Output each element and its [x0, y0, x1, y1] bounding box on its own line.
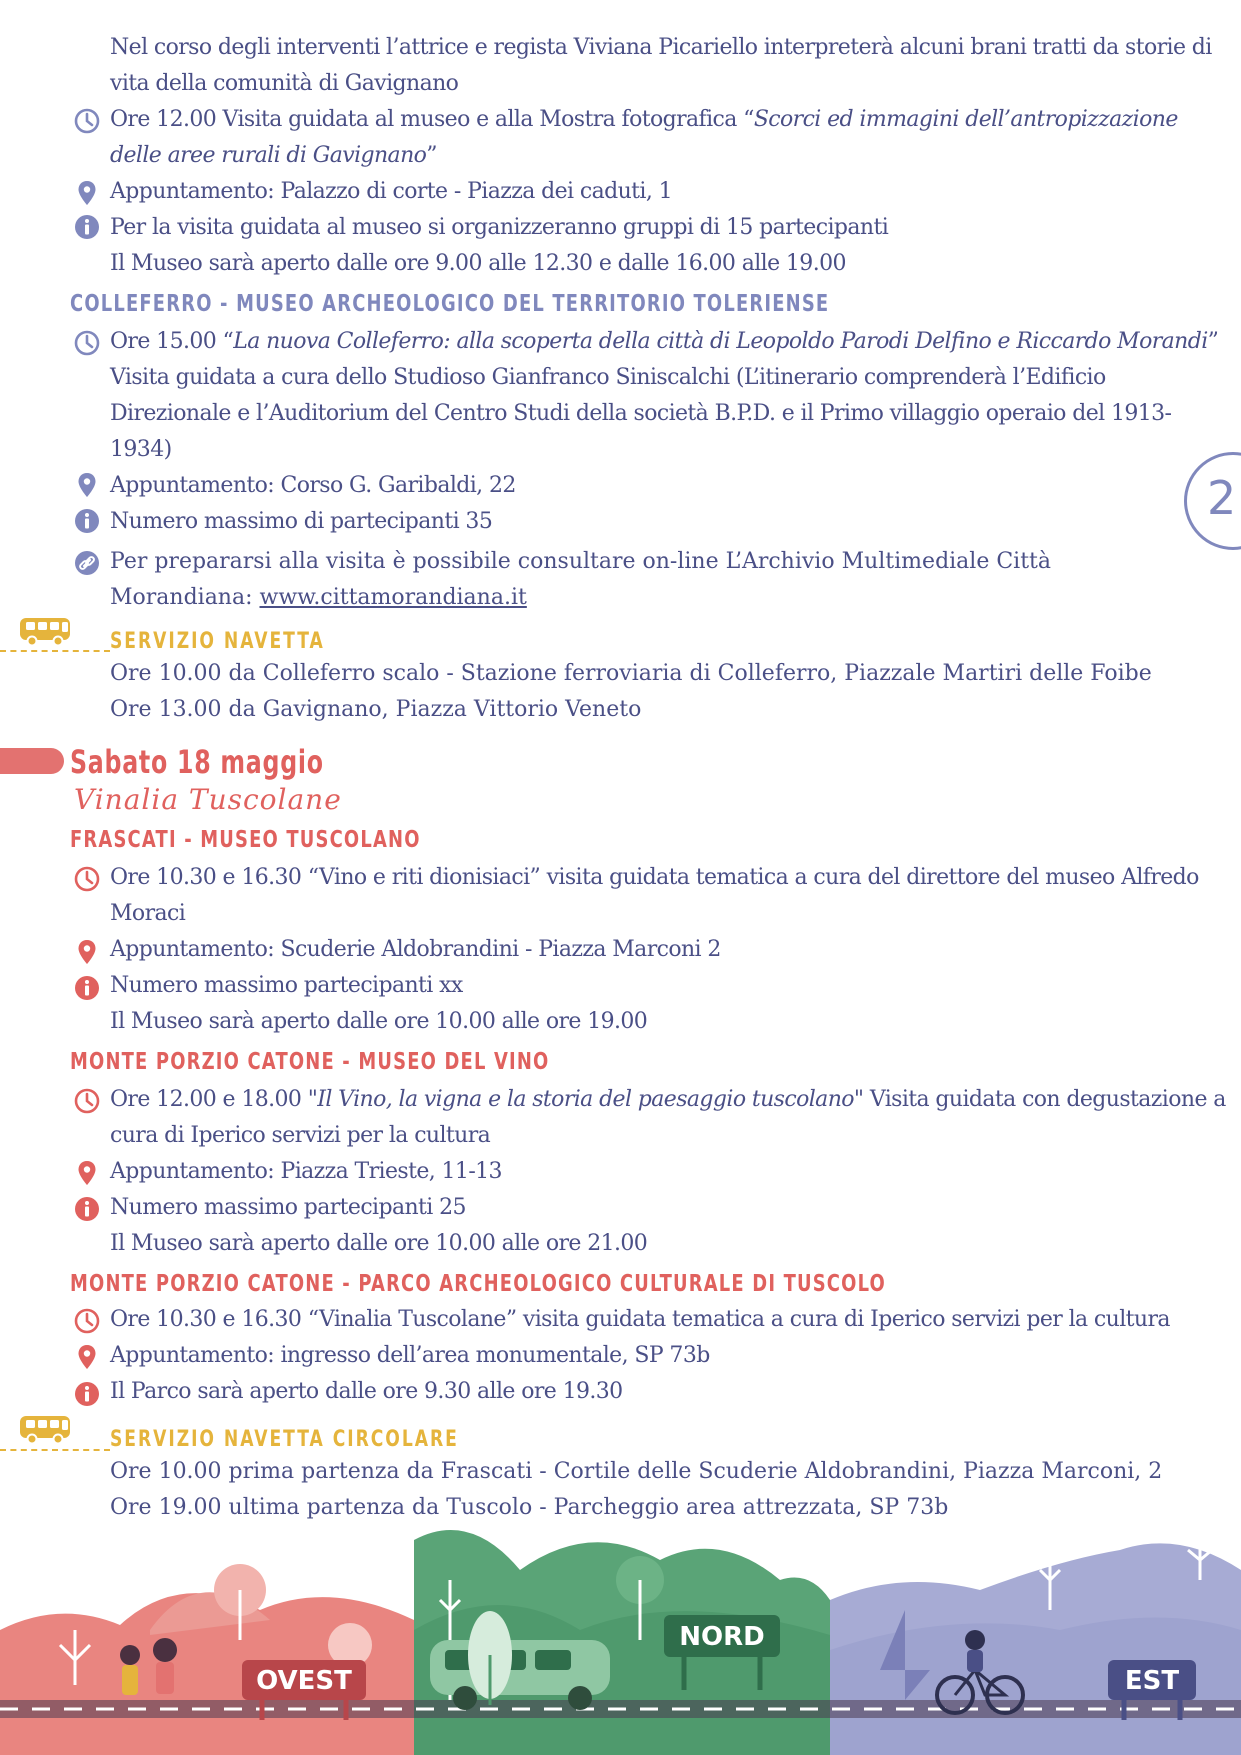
- tuscolo-line-1: Ore 10.30 e 16.30 “Vinalia Tuscolane” visita guidata tematica a cura di Iperico servizi per la cultura: [110, 1307, 1170, 1332]
- intro-line-1: Nel corso degli interventi l’attrice e regista Viviana Picariello interpreterà alcuni brani tratti da storie di: [110, 35, 1212, 60]
- page-number: 2: [1207, 471, 1237, 525]
- sign-east: EST: [1124, 1666, 1180, 1696]
- info-icon: [72, 1194, 102, 1224]
- vino-max: Numero massimo partecipanti 25: [110, 1195, 466, 1220]
- sign-west: OVEST: [256, 1666, 352, 1696]
- pin-icon: [72, 470, 102, 500]
- pin-icon: [72, 178, 102, 208]
- colleferro-line-1-post: ”: [1207, 329, 1219, 354]
- gavignano-exhibit-title-cont: delle aree rurali di Gavignano: [110, 143, 427, 168]
- colleferro-line-2: Visita guidata a cura dello Studioso Gianfranco Siniscalchi (L’itinerario comprenderà l’Edificio: [110, 365, 1106, 390]
- gavignano-exhibit-close: ”: [426, 143, 437, 168]
- bus-icon: [18, 1412, 76, 1446]
- clock-icon: [72, 1086, 102, 1116]
- bus-icon: [18, 614, 76, 648]
- colleferro-line-1-pre: Ore 15.00 “: [110, 329, 234, 354]
- landscape-illustration: [0, 1510, 1241, 1755]
- gavignano-appointment: Appuntamento: Palazzo di corte - Piazza dei caduti, 1: [110, 179, 672, 204]
- vino-heading: MONTE PORZIO CATONE - MUSEO DEL VINO: [70, 1049, 550, 1075]
- colleferro-archive-pre: Morandiana:: [110, 585, 260, 610]
- day-title: Sabato 18 maggio: [70, 743, 324, 781]
- tuscolo-opening: Il Parco sarà aperto dalle ore 9.30 alle ore 19.30: [110, 1379, 623, 1404]
- colleferro-heading: COLLEFERRO - MUSEO ARCHEOLOGICO DEL TERRITORIO TOLERIENSE: [70, 291, 830, 317]
- frascati-appointment: Appuntamento: Scuderie Aldobrandini - Piazza Marconi 2: [110, 937, 721, 962]
- gavignano-opening: Il Museo sarà aperto dalle ore 9.00 alle 12.30 e dalle 16.00 alle 19.00: [110, 251, 846, 276]
- tuscolo-heading: MONTE PORZIO CATONE - PARCO ARCHEOLOGICO CULTURALE DI TUSCOLO: [70, 1271, 886, 1297]
- vino-line-1-post: " Visita guidata con degustazione a: [853, 1087, 1226, 1112]
- frascati-line-1: Ore 10.30 e 16.30 “Vino e riti dionisiaci” visita guidata tematica a cura del direttore del museo Alfredo: [110, 865, 1199, 890]
- shuttle-line-1: Ore 10.00 da Colleferro scalo - Stazione ferroviaria di Colleferro, Piazzale Martiri delle Foibe: [110, 661, 1152, 686]
- tuscolo-appointment: Appuntamento: ingresso dell’area monumentale, SP 73b: [110, 1343, 710, 1368]
- frascati-opening: Il Museo sarà aperto dalle ore 10.00 alle ore 19.00: [110, 1009, 648, 1034]
- clock-icon: [72, 864, 102, 894]
- info-icon: [72, 506, 102, 536]
- pin-icon: [72, 937, 102, 967]
- colleferro-tour-title: La nuova Colleferro: alla scoperta della città di Leopoldo Parodi Delfino e Riccardo Morandi: [233, 329, 1208, 354]
- intro-line-2: vita della comunità di Gavignano: [110, 71, 459, 96]
- frascati-heading: FRASCATI - MUSEO TUSCOLANO: [70, 827, 421, 853]
- gavignano-groups: Per la visita guidata al museo si organizzeranno gruppi di 15 partecipanti: [110, 215, 889, 240]
- pin-icon: [72, 1158, 102, 1188]
- colleferro-max: Numero massimo di partecipanti 35: [110, 509, 493, 534]
- colleferro-archive-line-1: Per prepararsi alla visita è possibile consultare on-line L’Archivio Multimediale Città: [110, 549, 1052, 574]
- clock-icon: [72, 106, 102, 136]
- pin-icon: [72, 1342, 102, 1372]
- link-icon: [72, 548, 102, 578]
- day-subtitle: Vinalia Tuscolane: [74, 783, 342, 816]
- gavignano-exhibit-title: Scorci ed immagini dell’antropizzazione: [753, 107, 1178, 132]
- vino-appointment: Appuntamento: Piazza Trieste, 11-13: [110, 1159, 502, 1184]
- vino-line-1-pre: Ore 12.00 e 18.00 ": [110, 1087, 318, 1112]
- colleferro-appointment: Appuntamento: Corso G. Garibaldi, 22: [110, 473, 516, 498]
- colleferro-line-3: Direzionale e l’Auditorium del Centro Studi della società B.P.D. e il Primo villaggio operaio del 1913-: [110, 401, 1172, 426]
- vino-tour-title: Il Vino, la vigna e la storia del paesaggio tuscolano: [317, 1087, 854, 1112]
- colleferro-line-4: 1934): [110, 437, 172, 462]
- shuttle-circular-heading: SERVIZIO NAVETTA CIRCOLARE: [110, 1427, 459, 1452]
- info-icon: [72, 973, 102, 1003]
- shuttle-circular-dashed-road: [0, 1449, 110, 1453]
- info-icon: [72, 212, 102, 242]
- shuttle-heading: SERVIZIO NAVETTA: [110, 629, 325, 654]
- day-marker-bar: [0, 748, 64, 774]
- shuttle-circular-line-1: Ore 10.00 prima partenza da Frascati - Cortile delle Scuderie Aldobrandini, Piazza Marconi, 2: [110, 1459, 1163, 1484]
- clock-icon: [72, 328, 102, 358]
- info-icon: [72, 1379, 102, 1409]
- clock-icon: [72, 1306, 102, 1336]
- gavignano-visit-line: [110, 102, 1210, 138]
- colleferro-archive-line-2: [110, 580, 1210, 616]
- shuttle-dashed-road: [0, 650, 110, 654]
- gavignano-visit-pre: Ore 12.00 Visita guidata al museo e alla Mostra fotografica “: [110, 107, 754, 132]
- vino-line-2: cura di Iperico servizi per la cultura: [110, 1123, 491, 1148]
- shuttle-circular-line-2: Ore 19.00 ultima partenza da Tuscolo - Parcheggio area attrezzata, SP 73b: [110, 1495, 949, 1520]
- vino-opening: Il Museo sarà aperto dalle ore 10.00 alle ore 21.00: [110, 1231, 648, 1256]
- sign-north: NORD: [679, 1622, 765, 1652]
- vino-line-1: [110, 1082, 1226, 1118]
- cittamorandiana-link[interactable]: www.cittamorandiana.it: [259, 585, 527, 610]
- gavignano-visit-line-2: [110, 138, 1210, 174]
- colleferro-line-1: [110, 324, 1219, 360]
- shuttle-line-2: Ore 13.00 da Gavignano, Piazza Vittorio Veneto: [110, 697, 642, 722]
- frascati-line-2: Moraci: [110, 901, 186, 926]
- frascati-max: Numero massimo partecipanti xx: [110, 973, 463, 998]
